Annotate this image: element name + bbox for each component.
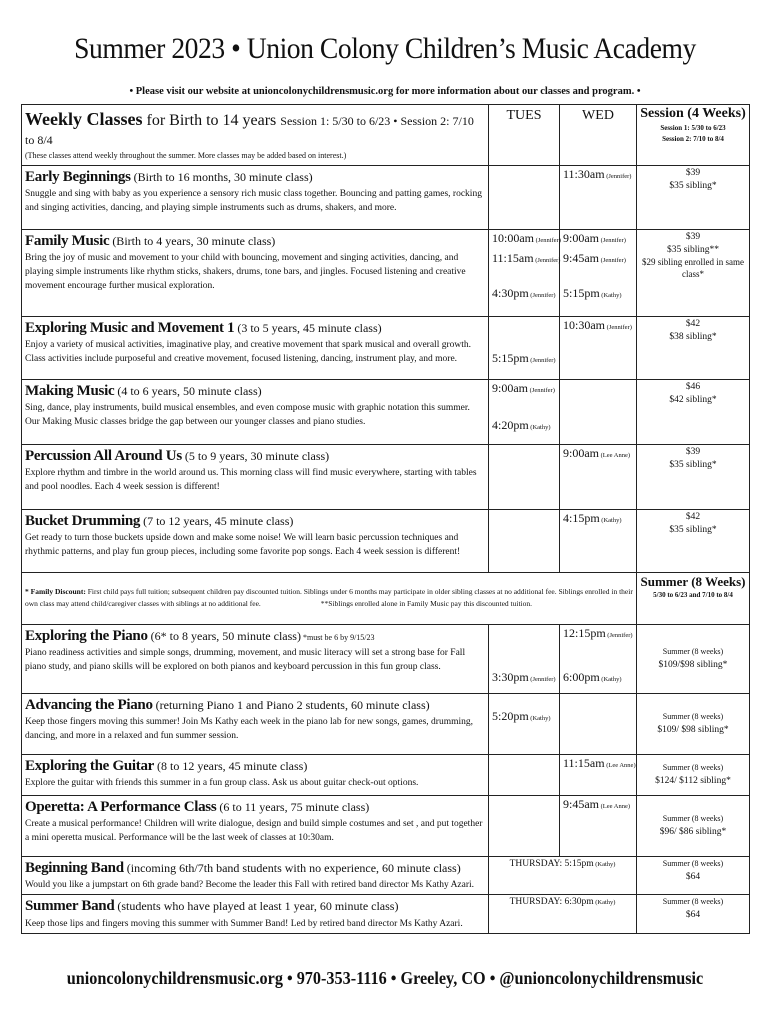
price-value: $64 [685, 910, 701, 921]
class-description: Keep those fingers moving this summer! Join Ms Kathy each week in the piano lab for new songs, games, drumming, dancing, and more in a relaxed and fun summer session. [25, 717, 473, 742]
instructor-name: (Jennifer) [599, 256, 626, 264]
band-class-row [22, 856, 750, 895]
price-cell [637, 379, 750, 444]
class-time [492, 230, 561, 248]
class-description-cell [22, 795, 489, 856]
class-heading [25, 167, 485, 189]
class-ages: (5 to 9 years, 30 minute class) [181, 448, 330, 463]
class-time [492, 250, 560, 268]
thursday-time: THURSDAY: 5:15pm [509, 858, 594, 869]
website-note: • Please visit our website at unioncolonychildrensmusic.org for more information about our classes and program. • [129, 86, 641, 97]
price-value: $124/ $112 sibling* [655, 775, 731, 786]
tue-times-cell [489, 693, 560, 754]
instructor-name: (Kathy) [528, 714, 551, 722]
time-value: 3:30pm [492, 669, 529, 684]
duration-label: Summer (8 weeks) [662, 646, 724, 656]
wed-times-cell [560, 693, 637, 754]
instructor-name: (Jennifer) [605, 323, 632, 331]
time-value: 4:20pm [492, 417, 529, 432]
time-value: 9:45am [563, 796, 599, 811]
price-value: $42 [685, 318, 701, 329]
class-heading [25, 756, 485, 778]
instructor-name: (Kathy) [593, 860, 616, 868]
instructor-name: (Jennifer) [528, 386, 555, 394]
class-ages: (3 to 5 years, 45 minute class) [234, 320, 382, 335]
tue-times-cell [489, 444, 560, 509]
class-title: Bucket Drumming [25, 512, 141, 529]
instructor-name: (Kathy) [599, 675, 622, 683]
time-value: 12:15pm [563, 625, 606, 640]
tue-times-cell [489, 795, 560, 856]
class-ages: (Birth to 4 years, 30 minute class) [109, 233, 276, 248]
class-description-cell [22, 379, 489, 444]
time-value: 5:15pm [492, 350, 529, 365]
class-heading [25, 446, 485, 468]
instructor-name: (Kathy) [599, 291, 622, 299]
time-value: 9:00am [492, 380, 528, 395]
instructor-name: (Jennifer) [604, 172, 632, 180]
price-value: $109/ $98 sibling* [657, 724, 729, 735]
class-time [563, 445, 630, 463]
time-value: 9:00am [563, 445, 599, 460]
duration-label: Summer (8 weeks) [662, 711, 724, 721]
wed-times-cell [560, 444, 637, 509]
instructor-name: (Kathy) [528, 423, 551, 431]
wed-times-cell [560, 624, 637, 693]
duration-label: Summer (8 weeks) [662, 897, 724, 907]
class-ages: (6* to 8 years, 50 minute class) [147, 628, 301, 643]
duration-label: Summer (8 weeks) [662, 858, 724, 868]
summer-class-row [22, 795, 750, 856]
class-heading [25, 695, 485, 717]
discount-row [22, 572, 750, 624]
wed-times-cell [560, 509, 637, 572]
price-value: $64 [685, 871, 701, 882]
class-row [22, 509, 750, 572]
class-description-cell [22, 316, 489, 379]
time-value: 6:00pm [563, 669, 600, 684]
footer-contact: unioncolonychildrensmusic.org • 970-353-1116 • Greeley, CO • @unioncolonychildrensmusic [66, 968, 704, 988]
class-title: Exploring the Guitar [25, 757, 155, 774]
class-ages: (Birth to 16 months, 30 minute class) [130, 169, 313, 184]
class-title: Beginning Band [25, 859, 124, 876]
class-description: Sing, dance, play instruments, build musical ensembles, and even compose music with graphic notation this summer. Our Making Music classes bridge the gap between our younger classes and piano studies. [25, 403, 470, 428]
weekly-header-row [22, 105, 750, 166]
class-time [492, 380, 555, 398]
class-title: Making Music [25, 382, 115, 399]
class-title: Summer Band [25, 898, 115, 915]
price-value: $39 [685, 446, 701, 457]
weekly-heading-cell [22, 105, 489, 166]
sibling-price: $35 sibling** [667, 244, 719, 255]
instructor-name: (Lee Anne) [599, 802, 631, 810]
price-value: $39 [685, 167, 701, 178]
class-description: Enjoy a variety of musical activities, imaginative play, and creative movement that spark musical and overall growth. Class activities include purposeful and creative movement, focused listening, dancing, instrument play, and more. [25, 340, 472, 365]
schedule-table [21, 104, 750, 934]
price-value: $109/$98 sibling* [658, 659, 728, 670]
price-cell [637, 624, 750, 693]
class-description-cell [22, 165, 489, 229]
instructor-name: (Jennifer) [528, 291, 556, 299]
price-value: $46 [685, 381, 701, 392]
class-heading [25, 511, 485, 533]
time-value: 9:45am [563, 250, 599, 265]
class-title: Early Beginnings [25, 168, 131, 185]
price-cell [637, 444, 750, 509]
time-value: 11:30am [563, 166, 605, 181]
price-value: $39 [685, 231, 701, 242]
sibling-price: $35 sibling* [669, 459, 717, 470]
class-heading [25, 626, 485, 648]
thursday-cell [489, 895, 637, 934]
instructor-name: (Jennifer) [534, 236, 561, 244]
price-cell [637, 856, 750, 895]
instructor-name: (Lee Anne) [604, 761, 636, 769]
class-description: Get ready to turn those buckets upside down and make some noise! We will learn basic percussion techniques and rhythmic patterns, and play fun group pieces, including some favorite pop songs. Each 4 week session is different! [25, 533, 461, 558]
sibling-extra: $29 sibling enrolled in same class* [642, 257, 744, 280]
class-description: Piano readiness activities and simple songs, drumming, movement, and music literacy will set a strong base for Fall piano study, and piano skills will be explored on both pianos and keyboard percussion in this fun group class. [25, 648, 466, 673]
class-time [563, 510, 622, 528]
class-heading [25, 381, 485, 403]
class-description-cell [22, 895, 489, 934]
page-title: Summer 2023 • Union Colony Children’s Music Academy [74, 32, 696, 65]
wed-times-cell [560, 229, 637, 316]
class-heading [25, 231, 485, 253]
price-cell [637, 895, 750, 934]
time-value: 9:00am [563, 230, 599, 245]
instructor-name: (Jennifer) [533, 256, 561, 264]
class-time [492, 708, 551, 726]
tue-times-cell [489, 316, 560, 379]
class-time [563, 250, 626, 268]
wed-times-cell [560, 795, 637, 856]
time-value: 4:15pm [563, 510, 600, 525]
summer-class-row [22, 624, 750, 693]
thursday-time: THURSDAY: 6:30pm [509, 897, 594, 908]
class-title: Operetta: A Performance Class [25, 798, 217, 815]
tue-times-cell [489, 379, 560, 444]
class-description: Snuggle and sing with baby as you experience a sensory rich music class together. Bouncing and patting games, rocking and singing activities, dancing, and playing simple instruments such as drums, shakers, and more. [25, 189, 482, 214]
class-description: Bring the joy of music and movement to your child with bouncing, movement and singing activities, dancing, and playing simple instruments like rhythm sticks, shakers, drums, tone bars, and jingles. Focused listening and creative movement encourage further musical exploration. [25, 253, 466, 291]
class-ages: (4 to 6 years, 50 minute class) [114, 383, 262, 398]
class-time [492, 350, 556, 368]
time-value: 5:15pm [563, 285, 600, 300]
class-ages: (students who have played at least 1 year, 60 minute class) [114, 899, 399, 914]
class-description-cell [22, 624, 489, 693]
instructor-name: (Kathy) [599, 516, 622, 524]
duration-label: Summer (8 weeks) [662, 762, 724, 772]
discount-cell [22, 572, 637, 624]
tues-header: TUES [489, 105, 560, 166]
tue-times-cell [489, 165, 560, 229]
class-description-cell [22, 229, 489, 316]
class-row [22, 379, 750, 444]
class-row [22, 229, 750, 316]
class-heading [25, 858, 485, 880]
price-cell [637, 693, 750, 754]
class-description: Would you like a jumpstart on 6th grade band? Become the leader this Fall with retired band director Ms Kathy Azari. [25, 880, 475, 891]
wed-header: WED [560, 105, 637, 166]
class-time [492, 417, 551, 435]
tue-times-cell [489, 229, 560, 316]
class-time [563, 317, 632, 335]
class-time [492, 285, 556, 303]
weekly-note: (These classes attend weekly throughout the summer. More classes may be added based on interest.) [25, 150, 347, 160]
discount-text: First child pays full tuition; subsequent children pay discounted tuition. Siblings under 6 months may participate in older sibling classes at no additional fee. Siblings enrolled in their own class may attend child/caregiver classes with siblings at no additional fee. [25, 587, 633, 609]
class-time [563, 285, 622, 303]
price-cell [637, 165, 750, 229]
class-description: Explore rhythm and timbre in the world around us. This morning class will find music everywhere, starting with tables and pool noodles. Each 4 week session is different! [25, 468, 477, 493]
class-description-cell [22, 693, 489, 754]
tue-times-cell [489, 509, 560, 572]
class-ages: (6 to 11 years, 75 minute class) [216, 799, 370, 814]
class-heading [25, 896, 485, 918]
class-heading [25, 318, 485, 340]
discount-label: * Family Discount: [25, 587, 88, 597]
class-title: Percussion All Around Us [25, 447, 182, 464]
duration-label: Summer (8 weeks) [662, 813, 724, 823]
summer-class-row [22, 754, 750, 795]
summer-header-cell [637, 572, 750, 624]
summer-heading: Summer (8 Weeks) [640, 573, 746, 589]
class-row [22, 316, 750, 379]
price-value: $96/ $86 sibling* [659, 826, 727, 837]
price-cell [637, 795, 750, 856]
class-time [563, 230, 626, 248]
instructor-name: (Lee Anne) [599, 451, 631, 459]
class-time [492, 669, 556, 687]
class-description-cell [22, 856, 489, 895]
weekly-heading: Weekly Classes [25, 109, 143, 129]
tue-times-cell [489, 624, 560, 693]
time-value: 10:30am [563, 317, 605, 332]
class-time [563, 166, 631, 184]
class-description: Explore the guitar with friends this summer in a fun group class. Ask us about guitar check-out options. [25, 778, 419, 789]
instructor-name: (Jennifer) [599, 236, 626, 244]
session-header: Session (4 Weeks) Session 1: 5/30 to 6/23 Session 2: 7/10 to 8/4 [637, 105, 750, 166]
class-title: Exploring the Piano [25, 627, 148, 644]
class-heading [25, 797, 485, 819]
class-description-cell [22, 509, 489, 572]
sibling-price: $42 sibling* [669, 394, 717, 405]
class-description: Keep those lips and fingers moving this summer with Summer Band! Led by retired band director Ms Kathy Azari. [25, 918, 463, 929]
class-title: Advancing the Piano [25, 696, 153, 713]
sibling-price: $35 sibling* [669, 180, 717, 191]
wed-times-cell [560, 379, 637, 444]
instructor-name: (Jennifer) [528, 675, 556, 683]
time-value: 5:20pm [492, 708, 529, 723]
instructor-name: (Kathy) [593, 899, 616, 907]
class-description: Create a musical performance! Children will write dialogue, design and build simple costumes and set , and put together a mini operetta musical. Performance will be the last week of classes at 10:30am. [25, 819, 483, 844]
class-row [22, 444, 750, 509]
wed-times-cell [560, 754, 637, 795]
class-age-note: *must be 6 by 9/15/23 [300, 632, 375, 642]
band-class-row [22, 895, 750, 934]
wed-times-cell [560, 316, 637, 379]
class-ages: (8 to 12 years, 45 minute class) [154, 758, 308, 773]
weekly-heading-rest: for Birth to 14 years [142, 112, 281, 129]
class-time [563, 669, 622, 687]
price-value: $42 [685, 511, 701, 522]
tue-times-cell [489, 754, 560, 795]
class-ages: (incoming 6th/7th band students with no experience, 60 minute class) [123, 860, 461, 875]
sibling-price: $38 sibling* [669, 331, 717, 342]
discount-text-2: **Siblings enrolled alone in Family Music pay this discounted tuition. [320, 599, 533, 609]
price-cell [637, 229, 750, 316]
class-time [563, 755, 636, 773]
time-value: 10:00am [492, 230, 534, 245]
class-time [563, 796, 630, 814]
class-title: Family Music [25, 232, 110, 249]
price-cell [637, 754, 750, 795]
summer-class-row [22, 693, 750, 754]
class-description-cell [22, 444, 489, 509]
wed-times-cell [560, 165, 637, 229]
class-description-cell [22, 754, 489, 795]
class-title: Exploring Music and Movement 1 [25, 319, 235, 336]
price-cell [637, 316, 750, 379]
class-row [22, 165, 750, 229]
class-time [563, 625, 633, 643]
summer-dates: 5/30 to 6/23 and 7/10 to 8/4 [653, 590, 733, 599]
class-ages: (returning Piano 1 and Piano 2 students, 60 minute class) [152, 697, 430, 712]
weekly-sessions: Session 1: 5/30 to 6/23 • Session 2: 7/10 to 8/4 [25, 114, 474, 148]
instructor-name: (Jennifer) [528, 356, 556, 364]
time-value: 11:15am [563, 755, 605, 770]
sibling-price: $35 sibling* [669, 524, 717, 535]
time-value: 11:15am [492, 250, 534, 265]
thursday-cell [489, 856, 637, 895]
price-cell [637, 509, 750, 572]
time-value: 4:30pm [492, 285, 529, 300]
instructor-name: (Jennifer) [605, 631, 633, 639]
class-ages: (7 to 12 years, 45 minute class) [140, 513, 294, 528]
